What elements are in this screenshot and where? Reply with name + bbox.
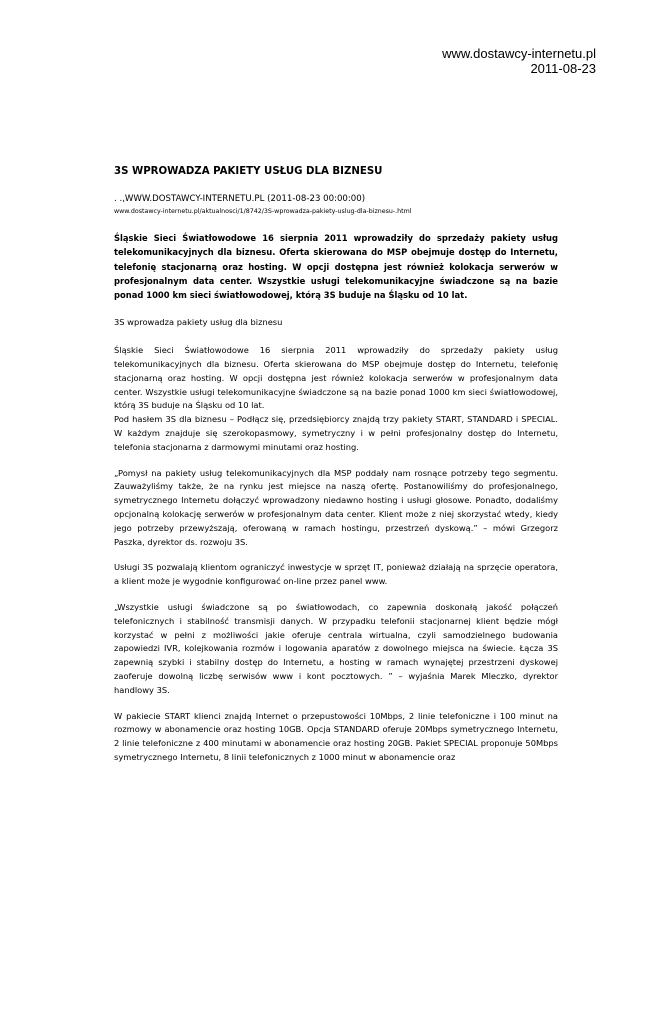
article-title: 3S WPROWADZA PAKIETY USŁUG DLA BIZNESU xyxy=(114,166,383,177)
article-lead: Śląskie Sieci Światłowodowe 16 sierpnia 2011 wprowadziły do sprzedaży pakiety usług telekomunikacyjnych dla biznesu. Oferta skierowana do MSP obejmuje dostęp do Internetu, telefonię stacjonarną oraz hosting. W opcji dostępna jest również kolokacja serwerów w profesjonalnym data center. Wszystkie usługi telekomunikacyjne świadczone są na bazie ponad 1000 km sieci światłowodowej, którą 3S buduje na Śląsku od 10 lat. xyxy=(114,233,558,301)
article-paragraph: „Pomysł na pakiety usług telekomunikacyjnych dla MSP poddały nam rosnące potrzeby tego segmentu. Zauważyliśmy także, że na rynku jest miejsce na naszą ofertę. Postanowiliśmy do profesjonalnego, symetrycznego Internetu dołączyć wprowadzony niedawno hosting i usługi głosowe. Ponadto, dodaliśmy opcjonalną kolokację serwerów w profesjonalnym data center. Klient może z niej skorzystać wtedy, kiedy jego potrzeby przewyższają, oferowaną w ramach hostingu, przestrzeń dyskową.” – mówi Grzegorz Paszka, dyrektor ds. rozwoju 3S. xyxy=(114,467,558,547)
header-site: www.dostawcy-internetu.pl xyxy=(442,46,596,61)
article-subtitle: 3S wprowadza pakiety usług dla biznesu xyxy=(114,317,283,328)
article-source: . .,WWW.DOSTAWCY-INTERNETU.PL (2011-08-23 00:00:00) xyxy=(114,194,366,204)
article-paragraph: Usługi 3S pozwalają klientom ograniczyć inwestycje w sprzęt IT, ponieważ działają na sprzęcie operatora, a klient może je wygodnie konfigurować on-line przez panel www. xyxy=(114,562,558,587)
header-date: 2011-08-23 xyxy=(530,61,596,76)
article-paragraph: Śląskie Sieci Światłowodowe 16 sierpnia 2011 wprowadziły do sprzedaży pakiety usług telekomunikacyjnych dla biznesu. Oferta skierowana do MSP obejmuje dostęp do Internetu, telefonię stacjonarną oraz hosting. W opcji dostępna jest również kolokacja serwerów w profesjonalnym data center. Wszystkie usługi telekomunikacyjne świadczone są na bazie ponad 1000 km sieci światłowodowej, którą 3S buduje na Śląsku od 10 lat. xyxy=(114,345,558,411)
article-paragraph: Pod hasłem 3S dla biznesu – Podłącz się, przedsiębiorcy znajdą trzy pakiety START, STANDARD i SPECIAL. W każdym znajduje się szerokopasmowy, symetryczny i w pełni profesjonalny dostęp do Internetu, telefonia stacjonarna z darmowymi minutami oraz hosting. xyxy=(114,414,558,452)
page-header xyxy=(442,46,596,76)
article xyxy=(114,165,558,777)
article-paragraph: „Wszystkie usługi świadczone są po światłowodach, co zapewnia doskonałą jakość połączeń telefonicznych i stabilność transmisji danych. W przypadku telefonii stacjonarnej klient będzie mógł korzystać w pełni z możliwości jakie oferuje centrala wirtualna, czyli samodzielnego budowania zapowiedzi IVR, kolejkowania rozmów i logowania aparatów z dowolnego miejsca na świecie. Łącza 3S zapewnią szybki i stabilny dostęp do Internetu, a hosting w ramach wynajętej przestrzeni dyskowej zaoferuje dowolną liczbę serwisów www i kont pocztowych. ” – wyjaśnia Marek Mleczko, dyrektor handlowy 3S. xyxy=(114,602,558,695)
article-paragraph: W pakiecie START klienci znajdą Internet o przepustowości 10Mbps, 2 linie telefoniczne i 100 minut na rozmowy w abonamencie oraz hosting 10GB. Opcja STANDARD oferuje 20Mbps symetrycznego Internetu, 2 linie telefoniczne z 400 minutami w abonamencie oraz hosting 20GB. Pakiet SPECIAL proponuje 50Mbps symetrycznego Internetu, 8 linii telefonicznych z 1000 minut w abonamencie oraz xyxy=(114,710,558,762)
article-url: www.dostawcy-internetu.pl/aktualnosci/1/8742/3S-wprowadza-pakiety-uslug-dla-biznesu-.html xyxy=(114,208,412,215)
